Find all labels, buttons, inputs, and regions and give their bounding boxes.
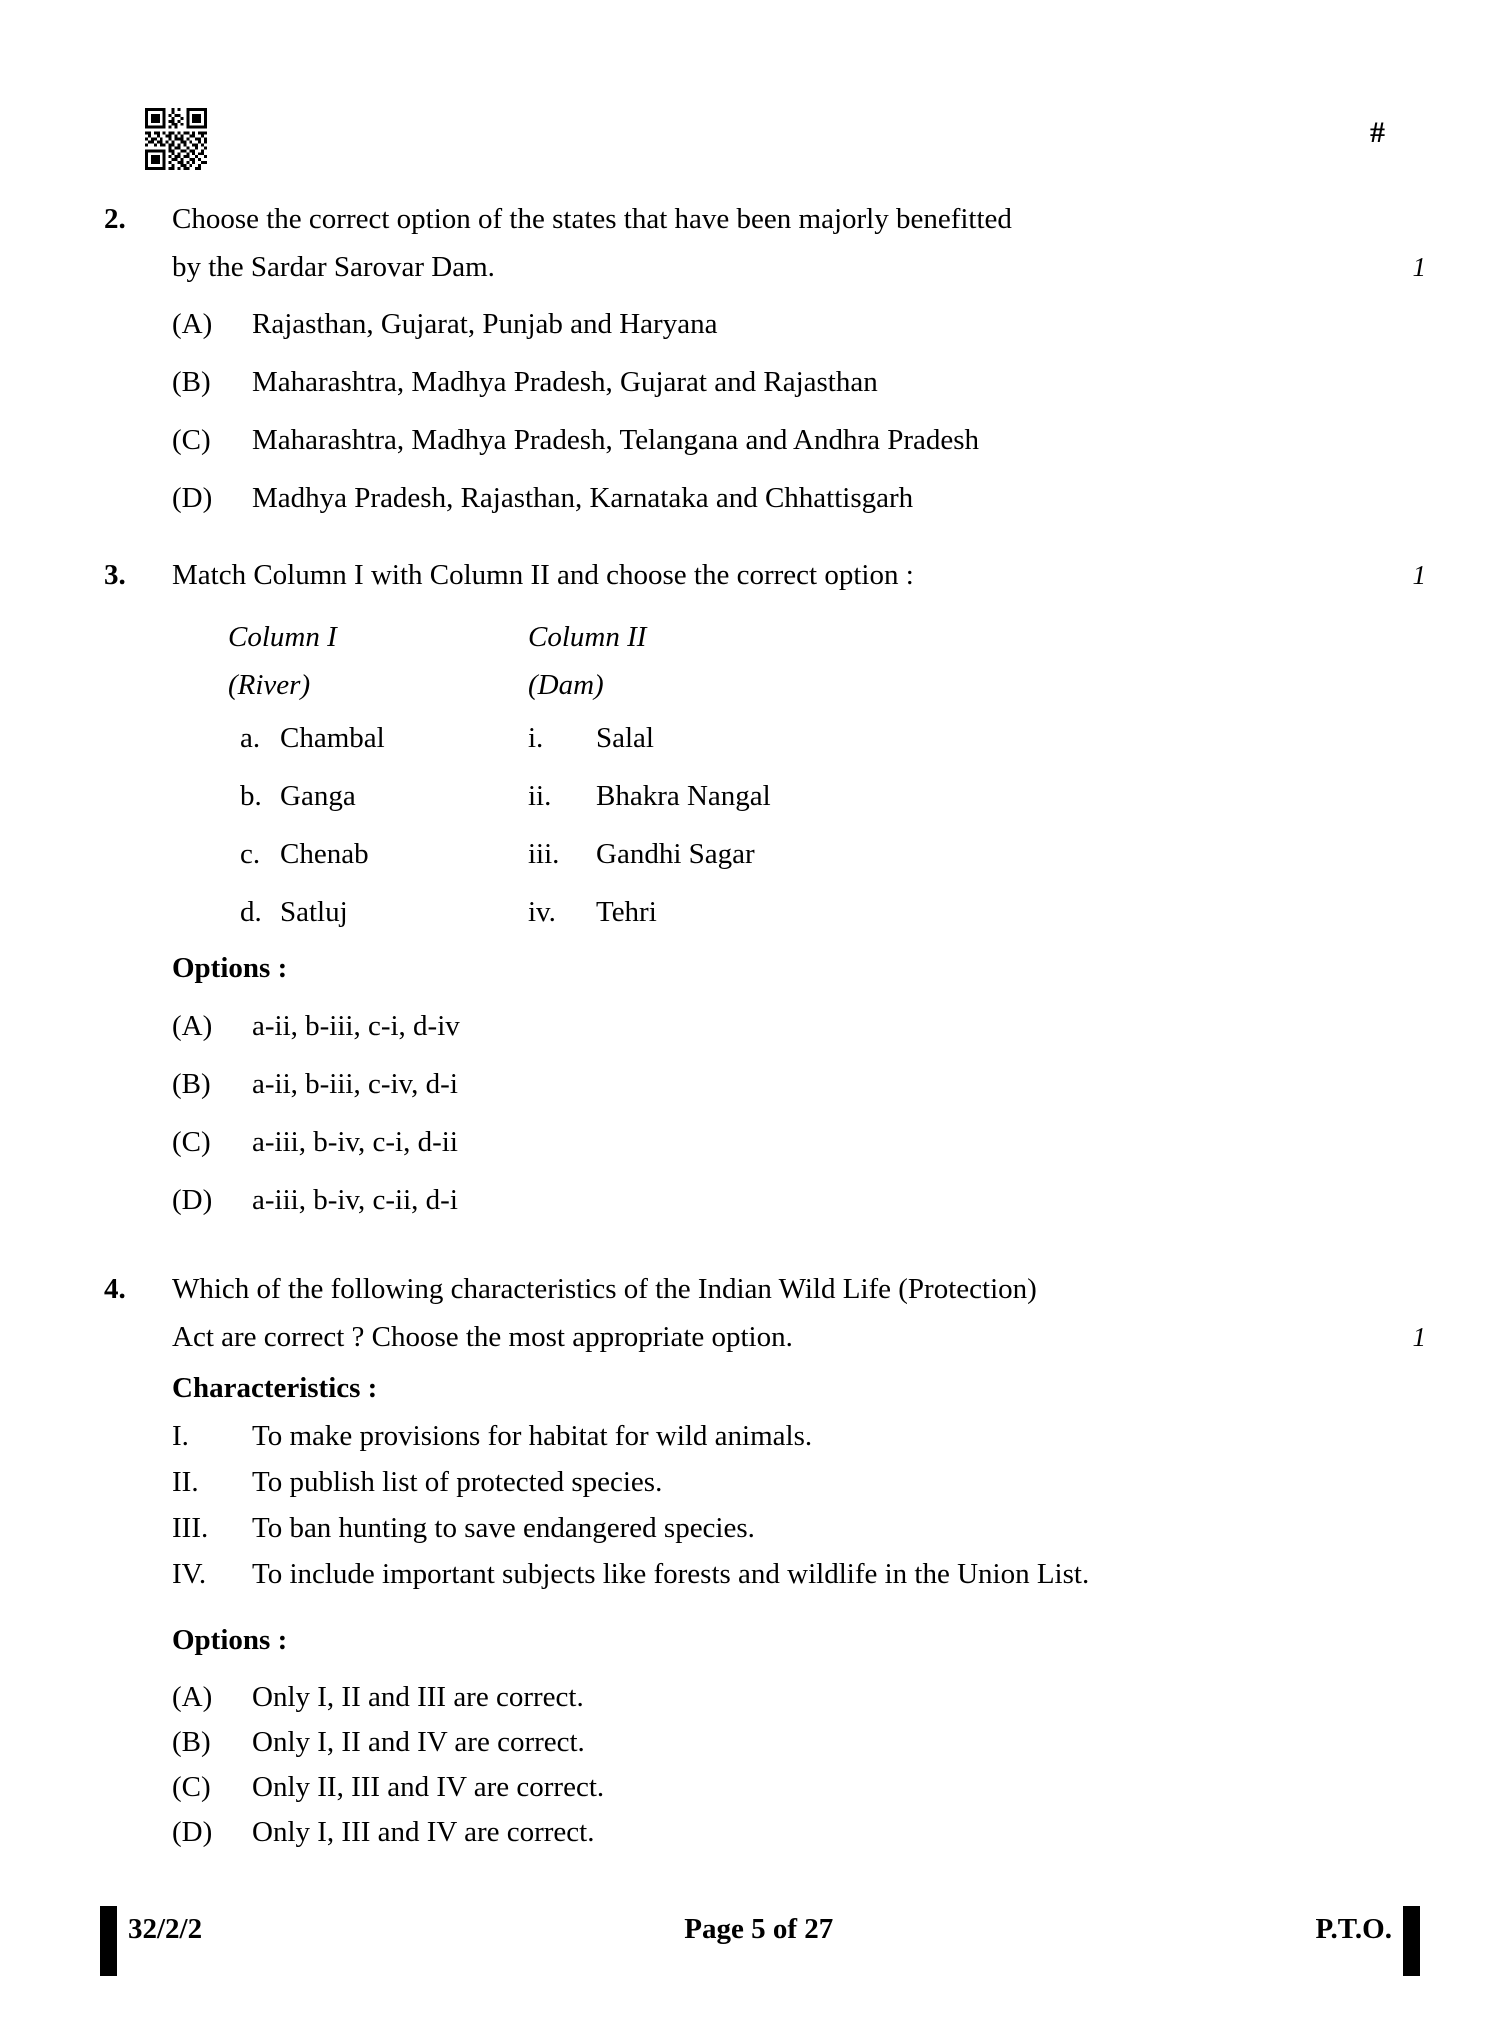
- table-row: [228, 883, 1420, 941]
- question-2-options: [172, 301, 1420, 521]
- column-2-title: Column II: [528, 621, 647, 653]
- question-3-line-1: Match Column I with Column II and choose the correct option :: [172, 559, 914, 591]
- question-2-line-1: Choose the correct option of the states that have been majorly benefitted: [172, 203, 1012, 235]
- table-row: [228, 825, 1420, 883]
- dam-name: Salal: [596, 722, 654, 754]
- option-label: (D): [172, 1816, 213, 1848]
- option-text: Maharashtra, Madhya Pradesh, Telangana and Andhra Pradesh: [252, 424, 980, 456]
- option-row[interactable]: [172, 1810, 1420, 1855]
- question-4-line-2: Act are correct ? Choose the most appropriate option.: [172, 1321, 793, 1353]
- option-row[interactable]: [172, 1720, 1420, 1765]
- question-2-marks: 1: [1412, 252, 1426, 282]
- pto-label: P.T.O.: [1315, 1913, 1392, 1945]
- page-number: Page 5 of 27: [684, 1913, 834, 1945]
- list-item: [172, 1551, 1420, 1597]
- option-row[interactable]: [172, 359, 1420, 405]
- dam-key: i.: [528, 722, 544, 754]
- column-1-title: Column I: [228, 621, 337, 653]
- question-3-text: [172, 551, 1426, 599]
- option-row[interactable]: [172, 1675, 1420, 1720]
- footer-right-bar: [1403, 1906, 1420, 1976]
- list-item: [172, 1459, 1420, 1505]
- option-text: Only II, III and IV are correct.: [252, 1771, 605, 1803]
- table-row: [228, 767, 1420, 825]
- question-2-line-2: by the Sardar Sarovar Dam.: [172, 251, 495, 283]
- option-text: Rajasthan, Gujarat, Punjab and Haryana: [252, 308, 718, 340]
- characteristic-text: To include important subjects like forests and wildlife in the Union List.: [252, 1558, 1090, 1590]
- option-label: (A): [172, 1010, 213, 1042]
- characteristics-list: [172, 1413, 1420, 1597]
- question-2: [100, 195, 1426, 533]
- river-name: Chenab: [280, 838, 369, 870]
- page-header: [145, 108, 1385, 178]
- option-text: Madhya Pradesh, Rajasthan, Karnataka and Chhattisgarh: [252, 482, 914, 514]
- question-4-marks: 1: [1412, 1322, 1426, 1352]
- question-3: [100, 551, 1426, 1235]
- option-text: Only I, II and III are correct.: [252, 1681, 584, 1713]
- question-4-line-1: Which of the following characteristics of the Indian Wild Life (Protection): [172, 1273, 1037, 1305]
- characteristic-text: To ban hunting to save endangered species.: [252, 1512, 755, 1544]
- option-text: a-iii, b-iv, c-ii, d-i: [252, 1184, 458, 1216]
- match-table: [228, 613, 1420, 941]
- page-footer: [100, 1906, 1420, 1976]
- list-item: [172, 1505, 1420, 1551]
- option-label: (B): [172, 1068, 211, 1100]
- option-row[interactable]: [172, 417, 1420, 463]
- option-text: Only I, II and IV are correct.: [252, 1726, 585, 1758]
- option-label: (B): [172, 1726, 211, 1758]
- river-key: d.: [240, 896, 262, 928]
- river-name: Chambal: [280, 722, 385, 754]
- question-4-options-heading: Options :: [172, 1624, 288, 1656]
- list-item: [172, 1413, 1420, 1459]
- characteristic-label: III.: [172, 1512, 209, 1544]
- option-row[interactable]: [172, 1119, 1420, 1165]
- footer-left-bar: [100, 1906, 117, 1976]
- question-4-options: [172, 1675, 1420, 1855]
- characteristic-text: To publish list of protected species.: [252, 1466, 663, 1498]
- option-label: (A): [172, 308, 213, 340]
- option-row[interactable]: [172, 1177, 1420, 1223]
- option-text: Only I, III and IV are correct.: [252, 1816, 595, 1848]
- option-row[interactable]: [172, 475, 1420, 521]
- river-key: c.: [240, 838, 261, 870]
- option-text: a-ii, b-iii, c-iv, d-i: [252, 1068, 458, 1100]
- question-4: [100, 1265, 1426, 1855]
- question-3-number: 3.: [104, 559, 126, 591]
- characteristic-label: II.: [172, 1466, 199, 1498]
- match-table-subheader-row: [228, 661, 1420, 709]
- characteristic-text: To make provisions for habitat for wild animals.: [252, 1420, 813, 1452]
- characteristics-heading: Characteristics :: [172, 1372, 378, 1404]
- option-label: (D): [172, 482, 213, 514]
- question-4-number: 4.: [104, 1273, 126, 1305]
- dam-key: ii.: [528, 780, 552, 812]
- option-label: (A): [172, 1681, 213, 1713]
- header-hash-mark: #: [1370, 116, 1385, 149]
- option-row[interactable]: [172, 1765, 1420, 1810]
- option-label: (C): [172, 1126, 211, 1158]
- option-text: a-iii, b-iv, c-i, d-ii: [252, 1126, 458, 1158]
- dam-key: iv.: [528, 896, 556, 928]
- question-4-text: [172, 1265, 1426, 1361]
- river-name: Ganga: [280, 780, 356, 812]
- dam-name: Tehri: [596, 896, 657, 928]
- river-key: a.: [240, 722, 261, 754]
- river-name: Satluj: [280, 896, 348, 928]
- question-3-marks: 1: [1412, 560, 1426, 590]
- column-2-subtitle: (Dam): [528, 669, 604, 701]
- question-list: [100, 195, 1426, 1855]
- river-key: b.: [240, 780, 262, 812]
- dam-name: Bhakra Nangal: [596, 780, 771, 812]
- option-label: (B): [172, 366, 211, 398]
- option-row[interactable]: [172, 1003, 1420, 1049]
- question-3-options-heading: Options :: [172, 952, 288, 984]
- match-table-header-row: [228, 613, 1420, 661]
- characteristic-label: I.: [172, 1420, 189, 1452]
- option-text: Maharashtra, Madhya Pradesh, Gujarat and Rajasthan: [252, 366, 878, 398]
- column-1-subtitle: (River): [228, 669, 311, 701]
- option-label: (C): [172, 1771, 211, 1803]
- question-2-number: 2.: [104, 203, 126, 235]
- option-label: (D): [172, 1184, 213, 1216]
- question-3-options: [172, 1003, 1420, 1223]
- table-row: [228, 709, 1420, 767]
- option-row[interactable]: [172, 1061, 1420, 1107]
- option-text: a-ii, b-iii, c-i, d-iv: [252, 1010, 460, 1042]
- dam-name: Gandhi Sagar: [596, 838, 755, 870]
- dam-key: iii.: [528, 838, 560, 870]
- qr-code-icon: [145, 108, 207, 170]
- characteristic-label: IV.: [172, 1558, 207, 1590]
- option-row[interactable]: [172, 301, 1420, 347]
- option-label: (C): [172, 424, 211, 456]
- question-2-text: [172, 195, 1426, 291]
- paper-code: 32/2/2: [128, 1913, 203, 1945]
